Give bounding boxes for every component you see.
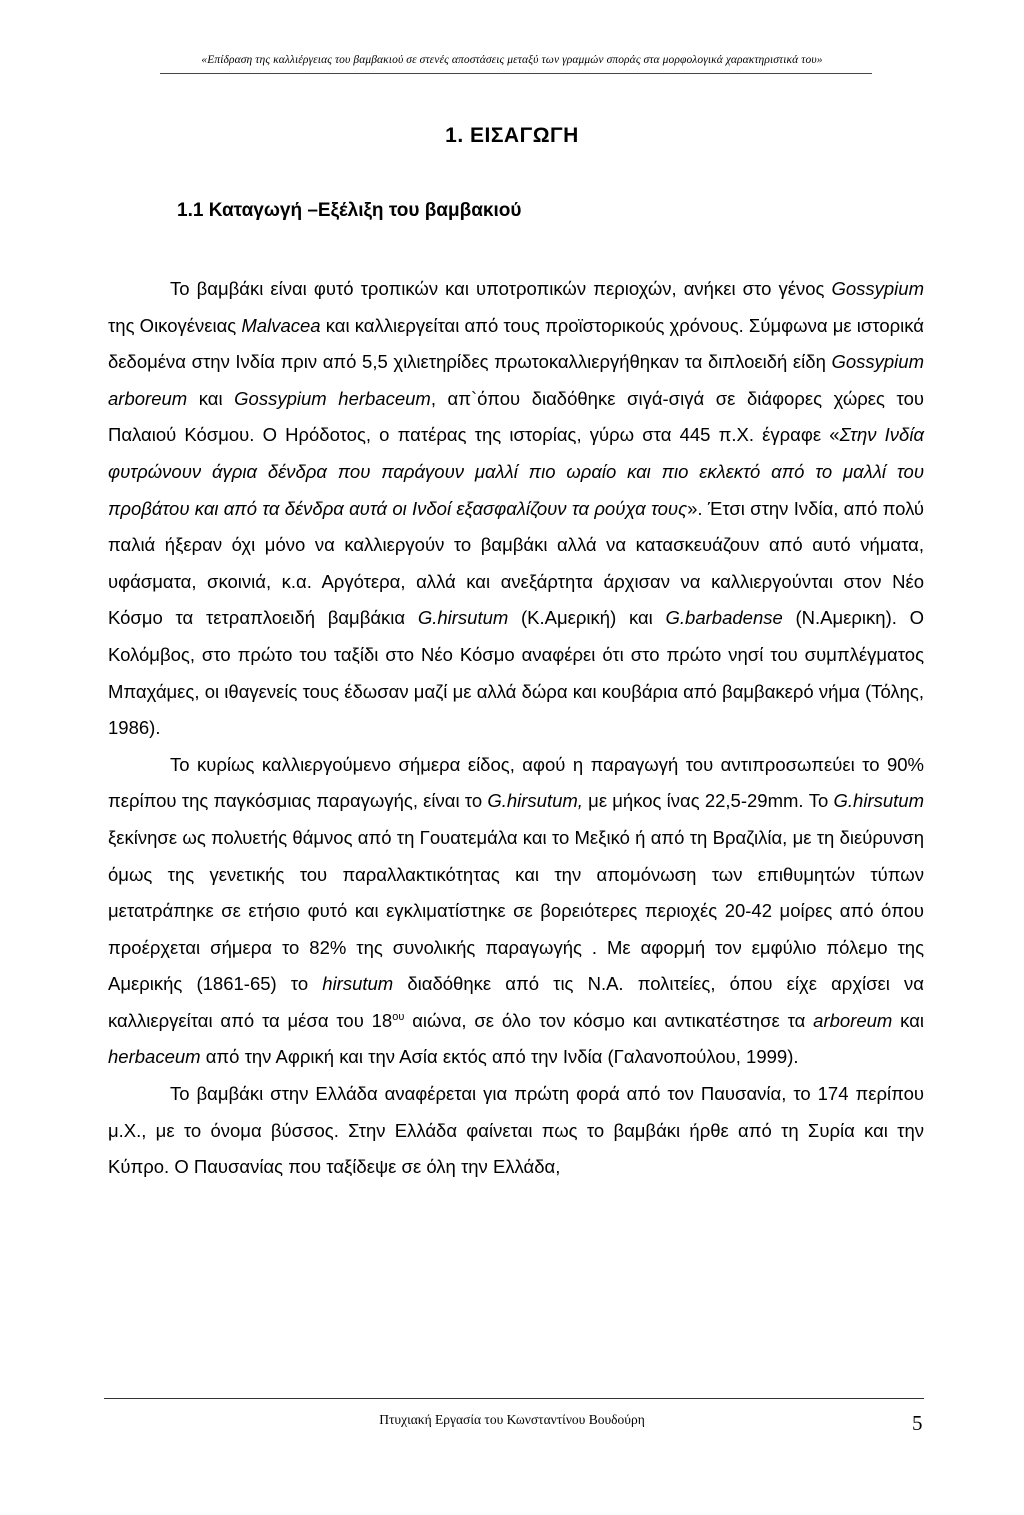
italic-term: Malvacea: [241, 314, 321, 336]
text-run: Το βαμβάκι είναι φυτό τροπικών και υποτροπικών περιοχών, ανήκει στο γένος: [170, 278, 832, 299]
paragraph-hirsutum: [108, 747, 924, 1076]
body-text: [108, 271, 924, 1186]
text-run: αιώνα, σε όλο τον κόσμο και αντικατέστησε τα: [404, 1009, 814, 1031]
text-run: και: [892, 1009, 924, 1031]
text-run: (Κ.Αμερική) και: [508, 607, 666, 629]
chapter-title: 1. ΕΙΣΑΓΩΓΗ: [445, 124, 579, 147]
italic-term: herbaceum: [108, 1046, 201, 1068]
text-run: και καλλιεργείται από τους προϊστορικούς χρόνους. Σύμφωνα με ιστορικά δεδομένα στην Ινδία πριν από 5,5 χιλιετηρίδες πρωτοκαλλιεργήθηκαν τα διπλοειδή είδη: [108, 314, 924, 373]
page-number: 5: [912, 1411, 923, 1435]
text-run: , απ`όπου διαδόθηκε σιγά-σιγά σε διάφορες χώρες του Παλαιού Κόσμου. Ο Ηρόδοτος, ο πατέρας της ιστορίας, γύρω στα 445 π.Χ. έγραφε «: [108, 387, 924, 446]
italic-term: arboreum: [813, 1009, 893, 1031]
italic-term: hirsutum: [322, 973, 394, 995]
text-run: με μήκος ίνας 22,5-29mm. Το: [582, 790, 834, 812]
text-run: διαδόθηκε από τις Ν.Α. πολιτείες, όπου είχε αρχίσει να καλλιεργείται από τα μέσα του 18: [108, 973, 924, 1031]
paragraph-greece: Το βαμβάκι στην Ελλάδα αναφέρεται για πρώτη φορά από τον Παυσανία, το 174 περίπου μ.Χ., με το όνομα βύσσος. Στην Ελλάδα φαίνεται πως το βαμβάκι ήρθε από τη Συρία και την Κύπρο. Ο Παυσανίας που ταξίδεψε σε όλη την Ελλάδα,: [108, 1083, 924, 1178]
italic-term: Gossypium: [831, 278, 924, 299]
header-divider: [160, 73, 872, 74]
running-header: «Επίδραση της καλλιέργειας του βαμβακιού σε στενές αποστάσεις μεταξύ των γραμμών σποράς στα μορφολογικά χαρακτηριστικά του»: [201, 54, 823, 66]
italic-term: G.hirsutum: [417, 607, 509, 629]
section-title: 1.1 Καταγωγή –Εξέλιξη του βαμβακιού: [177, 200, 522, 221]
text-run: και: [187, 387, 235, 409]
text-run: από την Αφρική και την Ασία εκτός από την Ινδία (Γαλανοπούλου, 1999).: [200, 1046, 799, 1068]
text-run: Το κυρίως καλλιεργούμενο σήμερα είδος, αφού η παραγωγή του αντιπροσωπεύει το 90% περίπου της παγκόσμιας παραγωγής, είναι το: [108, 753, 924, 812]
italic-term: Gossypium arboreum: [108, 351, 924, 409]
herodotus-quote: Στην Ινδία φυτρώνουν άγρια δένδρα που παράγουν μαλλί πιο ωραίο και πιο εκλεκτό από το μαλλί του προβάτου και από τα δένδρα αυτά οι Ινδοί εξασφαλίζουν τα ρούχα τους: [108, 424, 924, 519]
text-run: ». Έτσι στην Ινδία, από πολύ παλιά ήξεραν όχι μόνο να καλλιεργούν το βαμβάκι αλλά να κατασκευάζουν από αυτό νήματα, υφάσματα, σκοινιά, κ.α. Αργότερα, αλλά και ανεξάρτητα άρχισαν να καλλιεργούνται στον Νέο Κόσμο τα τετραπλοειδή βαμβάκια: [108, 497, 925, 629]
italic-term: G.barbadense: [665, 607, 783, 629]
text-run: της Οικογένειας: [108, 314, 242, 336]
superscript: ου: [392, 1010, 405, 1023]
footer-divider: [104, 1398, 924, 1399]
italic-term: Gossypium herbaceum: [234, 387, 431, 409]
italic-term: G.hirsutum: [833, 790, 924, 812]
text-run: (Ν.Αμερικη). Ο Κολόμβος, στο πρώτο του ταξίδι στο Νέο Κόσμο αναφέρει ότι στο πρώτο νησί του συμπλέγματος Μπαχάμες, οι ιθαγενείς τους έδωσαν μαζί με αλλά δώρα και κουβάρια από βαμβακερό νήμα (Τόλης, 1986).: [108, 607, 924, 739]
paragraph-origin: [108, 271, 924, 747]
footer-text: Πτυχιακή Εργασία του Κωνσταντίνου Βουδούρη: [379, 1412, 645, 1427]
text-run: ξεκίνησε ως πολυετής θάμνος από τη Γουατεμάλα και το Μεξικό ή από τη Βραζιλία, με τη διεύρυνση όμως της γενετικής του παραλλακτικότητας και την απομόνωση των επιθυμητών τύπων μετατράπηκε σε ετήσιο φυτό και εγκλιματίστηκε σε βορειότερες περιοχές 20-42 μοίρες από όπου προέρχεται σήμερα το 82% της συνολικής παραγωγής . Με αφορμή τον εμφύλιο πόλεμο της Αμερικής (1861-65) το: [108, 826, 924, 995]
italic-term: G.hirsutum,: [487, 790, 583, 812]
